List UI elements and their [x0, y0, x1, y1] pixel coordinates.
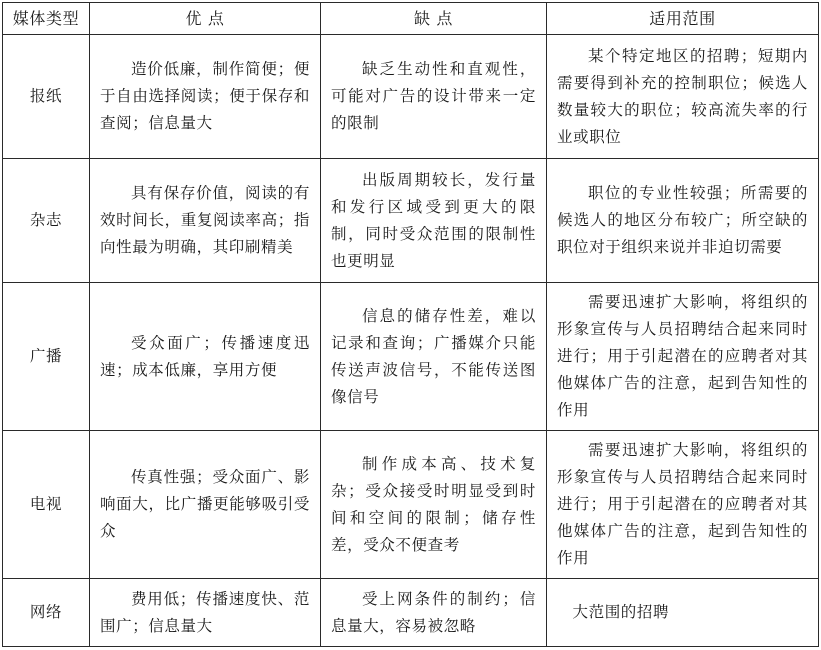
table-row-internet: [3, 579, 819, 647]
scope-cell: 需要迅速扩大影响，将组织的形象宣传与人员招聘结合起来同时进行；用于引起潜在的应聘者对其他媒体广告的注意，起到告知性的作用: [547, 283, 819, 431]
disadvantages-cell: 出版周期较长，发行量和发行区域受到更大的限制，同时受众范围的限制性也更明显: [321, 159, 547, 283]
scope-cell: 大范围的招聘: [547, 579, 819, 647]
header-row: [3, 3, 819, 35]
scope-cell: 职位的专业性较强；所需要的候选人的地区分布较广；所空缺的职位对于组织来说并非迫切需要: [547, 159, 819, 283]
disadvantages-cell: 缺乏生动性和直观性，可能对广告的设计带来一定的限制: [321, 35, 547, 159]
table-row-television: [3, 431, 819, 579]
advantages-cell: 传真性强；受众面广、影响面大，比广播更能够吸引受众: [90, 431, 321, 579]
disadvantages-cell: 制作成本高、技术复杂；受众接受时明显受到时间和空间的限制；储存性差，受众不便查考: [321, 431, 547, 579]
table-row-newspaper: [3, 35, 819, 159]
media-type-cell: 报纸: [3, 35, 90, 159]
header-scope: 适用范围: [547, 3, 819, 35]
scope-cell: 需要迅速扩大影响，将组织的形象宣传与人员招聘结合起来同时进行；用于引起潜在的应聘者对其他媒体广告的注意，起到告知性的作用: [547, 431, 819, 579]
header-disadvantages: 缺 点: [321, 3, 547, 35]
advantages-cell: 造价低廉，制作简便；便于自由选择阅读；便于保存和查阅；信息量大: [90, 35, 321, 159]
scope-cell: 某个特定地区的招聘；短期内需要得到补充的控制职位；候选人数量较大的职位；较高流失率的行业或职位: [547, 35, 819, 159]
media-type-cell: 广播: [3, 283, 90, 431]
table-row-radio: [3, 283, 819, 431]
media-comparison-table: [2, 2, 819, 647]
header-media-type: 媒体类型: [3, 3, 90, 35]
advantages-cell: 受众面广；传播速度迅速；成本低廉，享用方便: [90, 283, 321, 431]
media-type-cell: 网络: [3, 579, 90, 647]
table-row-magazine: [3, 159, 819, 283]
advantages-cell: 具有保存价值，阅读的有效时间长，重复阅读率高；指向性最为明确，其印刷精美: [90, 159, 321, 283]
disadvantages-cell: 信息的储存性差，难以记录和查询；广播媒介只能传送声波信号，不能传送图像信号: [321, 283, 547, 431]
advantages-cell: 费用低；传播速度快、范围广；信息量大: [90, 579, 321, 647]
header-advantages: 优 点: [90, 3, 321, 35]
media-type-cell: 电视: [3, 431, 90, 579]
disadvantages-cell: 受上网条件的制约；信息量大，容易被忽略: [321, 579, 547, 647]
media-type-cell: 杂志: [3, 159, 90, 283]
